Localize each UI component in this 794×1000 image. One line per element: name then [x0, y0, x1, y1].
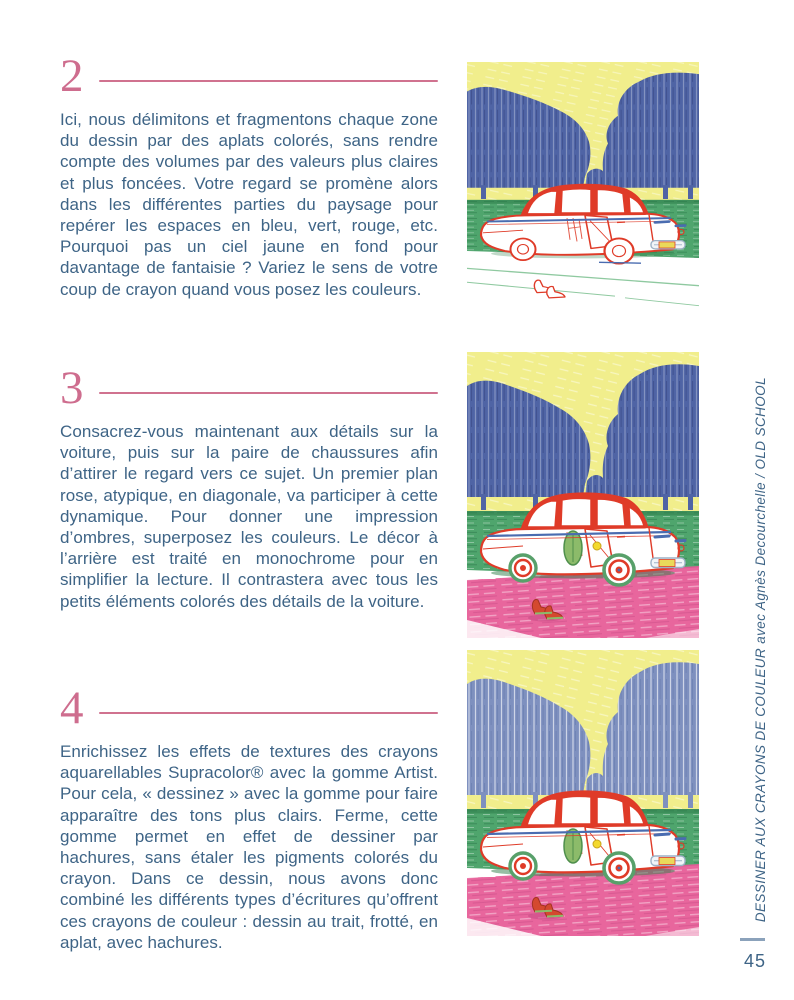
section-2-paragraph: Ici, nous délimitons et fragmentons chaque zone du dessin par des aplats colorés, sans rendre compte des volumes par des valeurs plus claires et plus foncées. Votre regard se promène alors dans les différentes parties du paysage pour repérer les espaces en bleu, vert, rouge, etc. Pourquoi pas un ciel jaune en fond pour davantage de fantaisie ? Variez le sens de votre coup de crayon quand vous posez les couleurs.	[60, 110, 438, 299]
section-4-paragraph: Enrichissez les effets de textures des crayons aquarellables Supracolor® avec la gomme Artist. Pour cela, « dessinez » avec la gomme pour faire apparaître des tons plus clairs. Ferme, cette gomme permet en effet de dessiner par hachures, sans étaler les pigments colorés du crayon. Dans ce dessin, nous avons donc combiné les différents types d’écritures qu’offrent ces crayons de couleur : dessin au trait, frotté, en aplat, avec hachures.	[60, 742, 438, 952]
page-number: 45	[743, 951, 766, 971]
section-3-rule	[99, 392, 439, 395]
folio-rule	[740, 938, 765, 941]
section-step-2	[60, 50, 438, 317]
section-2-number: 2	[60, 49, 84, 102]
illustration-step-3	[467, 352, 700, 638]
section-4-header	[60, 682, 438, 734]
road-edge-lines	[467, 268, 699, 305]
shoes-drawing	[534, 280, 565, 298]
section-2-rule	[99, 80, 439, 83]
section-4-rule	[99, 712, 439, 715]
section-step-3	[60, 362, 438, 629]
section-3-number: 3	[60, 361, 84, 414]
section-step-4	[60, 682, 438, 970]
illustration-step-4	[467, 650, 700, 936]
section-4-number: 4	[60, 681, 84, 734]
section-3-header	[60, 362, 438, 414]
margin-caption: DESSINER AUX CRAYONS DE COULEUR avec Agnès Decourchelle / OLD SCHOOL	[753, 376, 768, 922]
section-3-paragraph: Consacrez-vous maintenant aux détails sur la voiture, puis sur la paire de chaussures afin d’attirer le regard vers ce sujet. Un premier plan rose, atypique, en diagonale, va participer à cette dynamique. Pour donner une impression d’ombres, superposez les couleurs. Le décor à l’arrière est traité en monochrome pour en simplifier la lecture. Il contrastera avec tous les petits éléments colorés des détails de la voiture.	[60, 422, 438, 611]
section-2-header	[60, 50, 438, 102]
illustration-step-2	[467, 62, 700, 310]
